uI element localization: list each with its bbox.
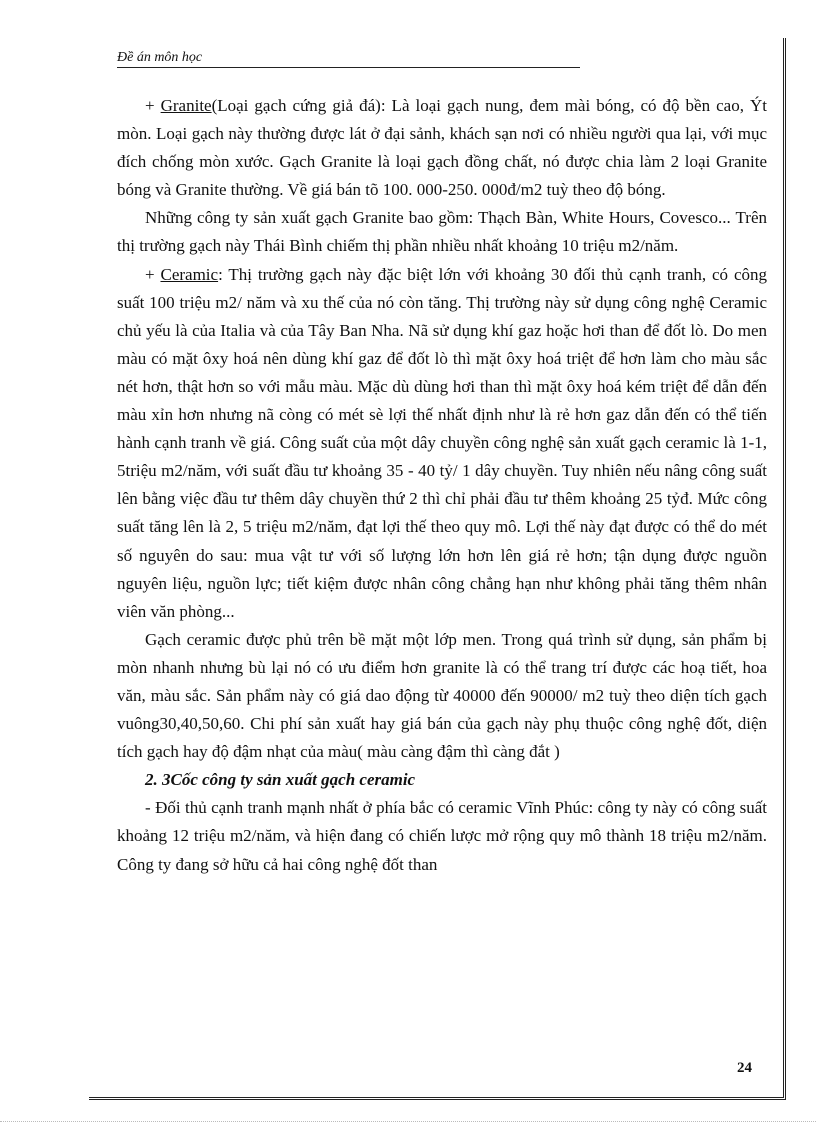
paragraph-competitor: - Đối thủ cạnh tranh mạnh nhất ở phía bắc có ceramic Vĩnh Phúc: công ty này có công suất khoảng 12 triệu m2/năm, và hiện đang có chiến lược mở rộng quy mô thành 18 triệu m2/năm. Công ty đang sở hữu cả hai công nghệ đốt than [117, 798, 767, 874]
paragraph-ceramic [117, 261, 767, 626]
paragraph-granite [117, 92, 767, 204]
bullet-prefix: + [145, 264, 161, 284]
page-number: 24 [737, 1060, 752, 1076]
bullet-prefix: + [145, 96, 161, 115]
page-header: Đề án môn học [117, 50, 580, 68]
page-bottom-divider [0, 1121, 816, 1122]
paragraph-text: : Thị trường gạch này đặc biệt lớn với khoảng 30 đối thủ cạnh tranh, có công suất 100 triệu m2/ năm và xu thế của nó còn tăng. Thị trường này sử dụng công nghệ Ceramic chủ yếu là của Italia và của Tây Ban Nha. Nã sử dụng khí gaz hoặc hơi than để đốt lò. Do men màu có mặt ôxy hoá nên dùng khí gaz để đốt lò thì mặt ôxy hoá triệt để hơn làm cho màu sắc nét hơn, thật hơn so với mẫu màu. Mặc dù dùng hơi than thì mặt ôxy hoá kém triệt để dẫn đến màu xỉn hơn nhưng nã còng có mét sè lợi thế nhất định như là rẻ hơn gaz dẫn đến có thể tiến hành cạnh tranh về giá. Công suất của một dây chuyền công nghệ sản xuất gạch ceramic là 1-1, 5triệu m2/năm, với suất đầu tư khoảng 35 - 40 tỷ/ 1 dây chuyền. Tuy nhiên nếu nâng công suất lên bằng việc đầu tư thêm dây chuyền thứ 2 thì chỉ phải đầu tư thêm khoảng 25 tỷđ. Mức công suất tăng lên là 2, 5 triệu m2/năm, đạt lợi thế theo quy mô. Lợi thế này đạt được có thể do mét số nguyên do sau: mua vật tư với số lượng lớn hơn lên giá rẻ hơn; tận dụng được nguồn nguyên liệu, nguồn lực; tiết kiệm được nhân công chẳng hạn như không phải tăng thêm nhân viên văn phòng... [117, 264, 767, 621]
section-heading: 2. 3Cốc công ty sản xuất gạch ceramic [145, 770, 416, 790]
term-granite: Granite [160, 96, 212, 115]
paragraph-text: (Loại gạch cứng giả đá): Là loại gạch nung, đem mài bóng, có độ bền cao, Ýt mòn. Loại gạch này thường được lát ở đại sảnh, khách sạn nơi có nhiều người qua lại, với mục đích chống mòn xước. Gạch Granite là loại gạch đồng chất, nó được chia làm 2 loại Granite bóng và Granite thường. Về giá bán tõ 100. 000-250. 000đ/m2 tuỳ theo độ bóng. [117, 96, 767, 200]
paragraph-ceramic-glaze: Gạch ceramic được phủ trên bề mặt một lớp men. Trong quá trình sử dụng, sản phẩm bị mòn nhanh nhưng bù lại nó có ưu điểm hơn granite là có thể trang trí được các hoạ tiết, hoa văn, màu sắc. Sản phẩm này có giá dao động từ 40000 đến 90000/ m2 tuỳ theo diện tích gạch vuông30,40,50,60. Chi phí sản xuất hay giá bán của gạch này phụ thuộc công nghệ đốt, diện tích gạch hay độ đậm nhạt của màu( màu càng đậm thì càng đắt ) [117, 629, 767, 762]
document-body [117, 92, 767, 879]
paragraph-granite-companies: Những công ty sản xuất gạch Granite bao gồm: Thạch Bàn, White Hours, Covesco... Trên thị trường gạch này Thái Bình chiếm thị phần nhiều nhất khoảng 10 triệu m2/năm. [117, 208, 767, 256]
term-ceramic: Ceramic [160, 264, 219, 284]
